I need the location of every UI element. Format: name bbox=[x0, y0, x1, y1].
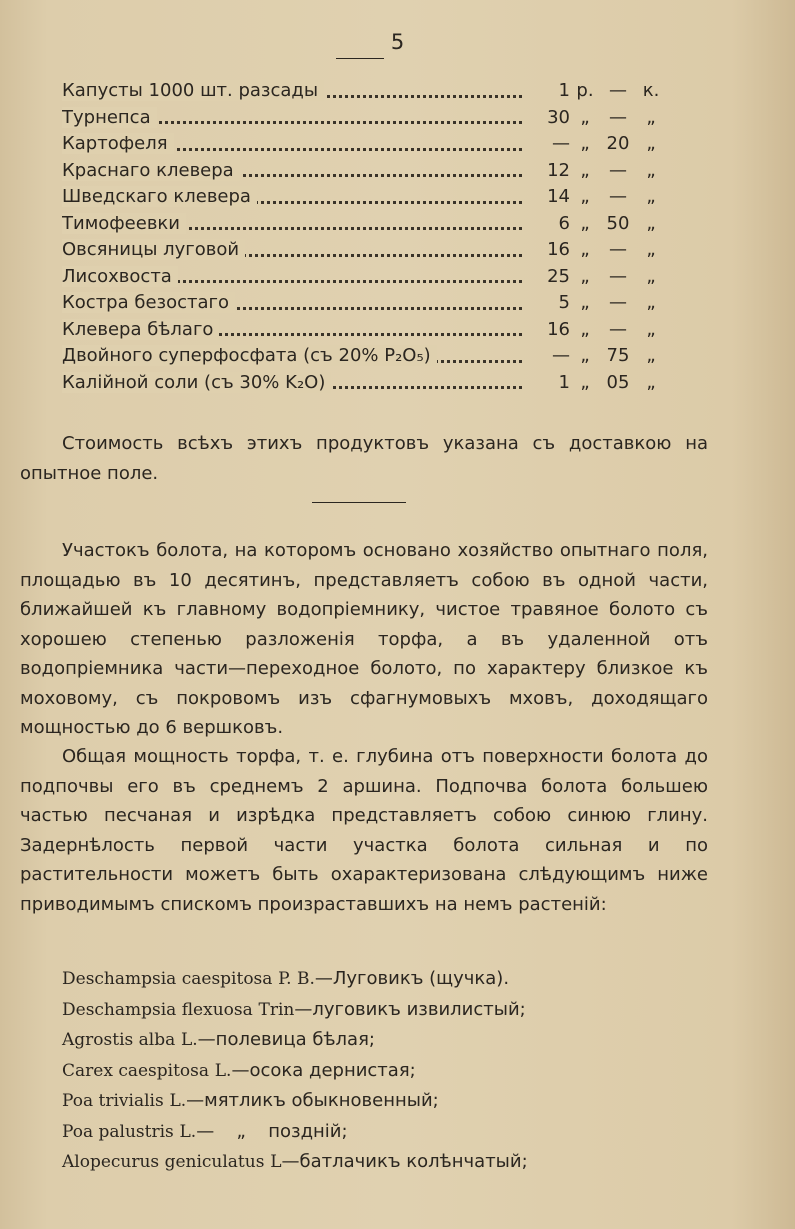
species-separator: — bbox=[186, 1090, 205, 1111]
price-kopecks: — bbox=[609, 186, 627, 207]
price-item-name: Краснаго клевера bbox=[62, 160, 240, 181]
price-rubles-unit: „ bbox=[580, 186, 590, 207]
price-item-name: Шведскаго клевера bbox=[62, 186, 257, 207]
price-item-name: Капусты 1000 шт. разсады bbox=[62, 80, 324, 101]
paragraph-bog-site bbox=[20, 536, 708, 743]
price-kopecks-unit: „ bbox=[646, 371, 656, 393]
price-kopecks-unit: „ bbox=[646, 345, 656, 366]
page-number-rule bbox=[336, 58, 384, 59]
price-kopecks: 20 bbox=[606, 133, 630, 154]
price-kopecks: 05 bbox=[606, 371, 630, 393]
species-latin-name: Poa trivialis bbox=[62, 1091, 164, 1111]
price-table bbox=[62, 78, 662, 396]
price-rubles: 16 bbox=[547, 318, 570, 340]
price-rubles: 12 bbox=[547, 159, 570, 181]
price-row bbox=[62, 290, 662, 317]
price-kopecks-unit: „ bbox=[646, 159, 656, 181]
price-rubles-unit: „ bbox=[580, 371, 590, 393]
price-row bbox=[62, 105, 662, 132]
price-row bbox=[62, 211, 662, 238]
species-latin-name: Deschampsia caespitosa bbox=[62, 969, 273, 989]
price-kopecks-unit: „ bbox=[646, 133, 656, 154]
price-kopecks-unit: к. bbox=[642, 80, 660, 101]
price-row bbox=[62, 158, 662, 185]
species-author: P. B. bbox=[278, 969, 315, 989]
price-kopecks: — bbox=[609, 80, 627, 101]
price-kopecks: — bbox=[609, 159, 627, 181]
species-latin-name: Alopecurus geniculatus bbox=[62, 1152, 265, 1172]
price-item-leader bbox=[62, 237, 522, 264]
species-item bbox=[62, 1086, 702, 1117]
price-kopecks-unit: „ bbox=[646, 106, 656, 128]
species-russian-name: Луговикъ (щучка). bbox=[332, 968, 510, 989]
price-item-name: Тимофеевки bbox=[62, 213, 186, 234]
price-item-name: Клевера бѣлаго bbox=[62, 319, 219, 340]
delivery-note-text: Стоимость всѣхъ этихъ продуктовъ указана съ доставкою на опытное поле. bbox=[20, 433, 708, 484]
price-rubles: 1 bbox=[558, 80, 570, 101]
price-item-leader bbox=[62, 131, 522, 158]
price-kopecks-unit: „ bbox=[646, 239, 656, 260]
price-item-leader bbox=[62, 105, 522, 132]
price-row bbox=[62, 370, 662, 397]
page-number: 5 bbox=[390, 30, 405, 54]
delivery-note bbox=[20, 429, 708, 488]
price-kopecks-unit: „ bbox=[646, 265, 656, 287]
species-author: L. bbox=[179, 1121, 197, 1142]
species-russian-name: осока дернистая; bbox=[249, 1059, 416, 1081]
species-latin-name: Deschampsia flexuosa bbox=[62, 999, 253, 1020]
price-rubles-unit: „ bbox=[580, 239, 590, 260]
species-latin-name: Carex caespitosa bbox=[62, 1060, 210, 1081]
price-kopecks: 50 bbox=[606, 212, 630, 234]
species-latin-name: Agrostis alba bbox=[62, 1030, 176, 1050]
price-kopecks: — bbox=[609, 265, 627, 287]
species-author: Trin bbox=[258, 999, 295, 1020]
price-item-leader bbox=[62, 317, 522, 344]
species-separator: — bbox=[196, 1120, 215, 1142]
price-row bbox=[62, 131, 662, 158]
price-item-name: Костра безостаго bbox=[62, 292, 235, 313]
price-rubles-unit: „ bbox=[580, 345, 590, 366]
price-kopecks-unit: „ bbox=[646, 186, 656, 207]
price-row bbox=[62, 237, 662, 264]
price-rubles-unit: „ bbox=[580, 318, 590, 340]
price-item-leader bbox=[62, 343, 522, 370]
species-list bbox=[62, 964, 702, 1178]
species-author: L. bbox=[169, 1091, 187, 1111]
species-item bbox=[62, 995, 702, 1026]
price-kopecks: — bbox=[609, 106, 627, 128]
species-russian-name: мятликъ обыкновенный; bbox=[204, 1090, 439, 1111]
price-row bbox=[62, 264, 662, 291]
price-item-name: Турнепса bbox=[62, 107, 157, 128]
price-rubles: — bbox=[552, 133, 570, 154]
species-item bbox=[62, 1147, 702, 1178]
price-rubles: 6 bbox=[558, 212, 570, 234]
price-kopecks: — bbox=[609, 292, 627, 313]
species-separator: — bbox=[197, 1029, 216, 1050]
price-row bbox=[62, 78, 662, 105]
price-item-name: Лисохвоста bbox=[62, 266, 178, 287]
species-russian-name: поздній; bbox=[268, 1120, 348, 1142]
price-rubles: 5 bbox=[558, 292, 570, 313]
species-russian-name: батлачикъ колѣнчатый; bbox=[299, 1151, 528, 1172]
species-russian-name: луговикъ извилистый; bbox=[312, 998, 526, 1020]
price-rubles: 25 bbox=[547, 265, 570, 287]
species-separator: — bbox=[231, 1059, 250, 1081]
price-kopecks-unit: „ bbox=[646, 212, 656, 234]
ditto-mark: „ bbox=[236, 1120, 246, 1142]
species-separator: — bbox=[294, 998, 313, 1020]
price-item-name: Картофеля bbox=[62, 133, 174, 154]
price-rubles-unit: „ bbox=[580, 133, 590, 154]
species-author: L bbox=[270, 1152, 282, 1172]
paragraph-text: Общая мощность торфа, т. е. глубина отъ поверхности болота до подпочвы его въ среднемъ 2 аршина. Подпочва болота большею частью песчаная и изрѣдка представляетъ собою синюю глину. Задернѣлость первой части участка болота сильная и по растительности можетъ быть охарактеризована слѣдующимъ ниже приводимымъ спискомъ произраставшихъ на немъ растеній: bbox=[20, 746, 708, 915]
price-rubles-unit: „ bbox=[580, 159, 590, 181]
price-row bbox=[62, 343, 662, 370]
species-item bbox=[62, 1025, 702, 1056]
species-separator: — bbox=[281, 1151, 300, 1172]
price-item-leader bbox=[62, 290, 522, 317]
price-row bbox=[62, 317, 662, 344]
price-kopecks: — bbox=[609, 318, 627, 340]
price-rubles-unit: „ bbox=[580, 212, 590, 234]
price-rubles: 1 bbox=[558, 371, 570, 393]
species-author: L. bbox=[214, 1060, 232, 1081]
species-separator: — bbox=[314, 968, 333, 989]
price-item-leader bbox=[62, 158, 522, 185]
price-rubles: 14 bbox=[547, 186, 570, 207]
price-item-leader bbox=[62, 184, 522, 211]
species-item bbox=[62, 1056, 702, 1087]
price-rubles: 16 bbox=[547, 239, 570, 260]
price-rubles-unit: „ bbox=[580, 265, 590, 287]
price-kopecks: — bbox=[609, 239, 627, 260]
price-item-name: Двойного суперфосфата (съ 20% P₂O₅) bbox=[62, 345, 437, 366]
price-rubles: — bbox=[552, 345, 570, 366]
price-item-leader bbox=[62, 78, 522, 105]
price-item-name: Калійной соли (съ 30% K₂O) bbox=[62, 372, 331, 393]
price-item-leader bbox=[62, 370, 522, 397]
price-rubles-unit: „ bbox=[580, 292, 590, 313]
price-kopecks: 75 bbox=[606, 345, 630, 366]
price-item-leader bbox=[62, 264, 522, 291]
price-item-leader bbox=[62, 211, 522, 238]
price-item-name: Овсяницы луговой bbox=[62, 239, 245, 260]
paragraph-peat-depth bbox=[20, 742, 708, 919]
species-latin-name: Poa palustris bbox=[62, 1121, 174, 1142]
species-russian-name: полевица бѣлая; bbox=[215, 1029, 375, 1050]
species-item bbox=[62, 1117, 702, 1148]
section-divider bbox=[312, 502, 406, 503]
price-rubles: 30 bbox=[547, 106, 570, 128]
price-rubles-unit: „ bbox=[580, 106, 590, 128]
price-row bbox=[62, 184, 662, 211]
paragraph-text: Участокъ болота, на которомъ основано хозяйство опытнаго поля, площадью въ 10 десятинъ, представляетъ собою въ одной части, ближайшей къ главному водопріемнику, чистое травяное болото съ хорошею степенью разложенія торфа, а въ удаленной отъ водопріемника части—переходное болото, по характеру близкое къ моховому, съ покровомъ изъ сфагнумовыхъ мховъ, доходящаго мощностью до 6 вершковъ. bbox=[20, 540, 708, 738]
species-author: L. bbox=[180, 1030, 198, 1050]
price-kopecks-unit: „ bbox=[646, 292, 656, 313]
species-item bbox=[62, 964, 702, 995]
price-kopecks-unit: „ bbox=[646, 318, 656, 340]
price-rubles-unit: р. bbox=[576, 80, 594, 101]
